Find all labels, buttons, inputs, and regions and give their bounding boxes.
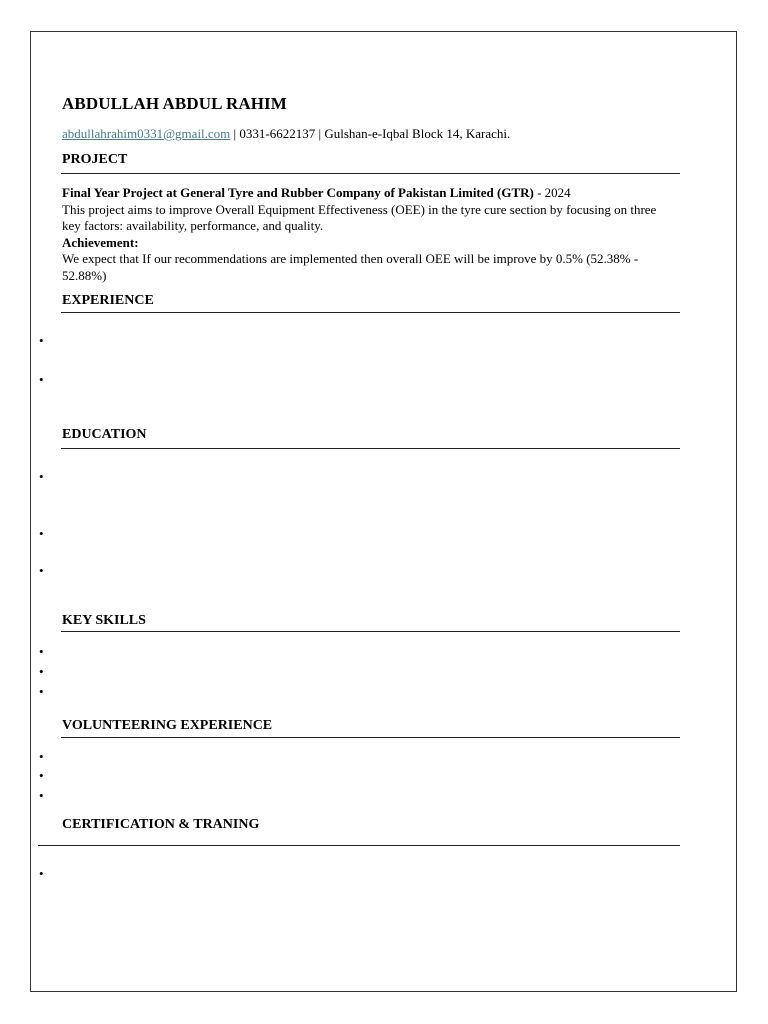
experience-bullet: •: [39, 372, 44, 387]
section-divider-certification: [38, 845, 680, 846]
section-divider-volunteering: [61, 737, 680, 738]
skills-bullet: •: [39, 644, 44, 659]
section-divider-key-skills: [61, 631, 680, 632]
section-title-project: PROJECT: [62, 152, 128, 167]
resume-page: [30, 31, 737, 992]
section-divider-education: [61, 448, 680, 449]
section-title-certification: CERTIFICATION & TRANING: [62, 817, 260, 832]
volunteering-bullet: •: [39, 788, 44, 803]
project-entry: [62, 185, 672, 284]
section-title-key-skills: KEY SKILLS: [62, 613, 146, 628]
certification-bullet: •: [39, 866, 44, 881]
contact-line: [62, 126, 510, 142]
education-bullet: •: [39, 469, 44, 484]
achievement-text: We expect that If our recommendations are implemented then overall OEE will be improve by 0.5% (52.38% - 52.88%): [62, 251, 639, 283]
skills-bullet: •: [39, 684, 44, 699]
email-link[interactable]: abdullahrahim0331@gmail.com: [62, 126, 231, 141]
section-title-volunteering: VOLUNTEERING EXPERIENCE: [62, 718, 273, 733]
education-bullet: •: [39, 563, 44, 578]
section-divider-project: [61, 173, 680, 174]
contact-details: | 0331-6622137 | Gulshan-e-Iqbal Block 14, Karachi.: [230, 126, 511, 141]
volunteering-bullet: •: [39, 749, 44, 764]
candidate-name: ABDULLAH ABDUL RAHIM: [62, 94, 287, 113]
achievement-label: Achievement:: [62, 234, 139, 250]
experience-bullet: •: [39, 333, 44, 348]
education-bullet: •: [39, 526, 44, 541]
project-description: This project aims to improve Overall Equipment Effectiveness (OEE) in the tyre cure section by focusing on three key factors: availability, performance, and quality.: [62, 201, 657, 233]
volunteering-bullet: •: [39, 768, 44, 783]
project-title: Final Year Project at General Tyre and Rubber Company of Pakistan Limited (GTR): [62, 185, 534, 200]
project-year: - 2024: [533, 185, 571, 200]
section-divider-experience: [61, 312, 680, 313]
skills-bullet: •: [39, 664, 44, 679]
section-title-experience: EXPERIENCE: [62, 293, 154, 308]
section-title-education: EDUCATION: [62, 427, 147, 442]
